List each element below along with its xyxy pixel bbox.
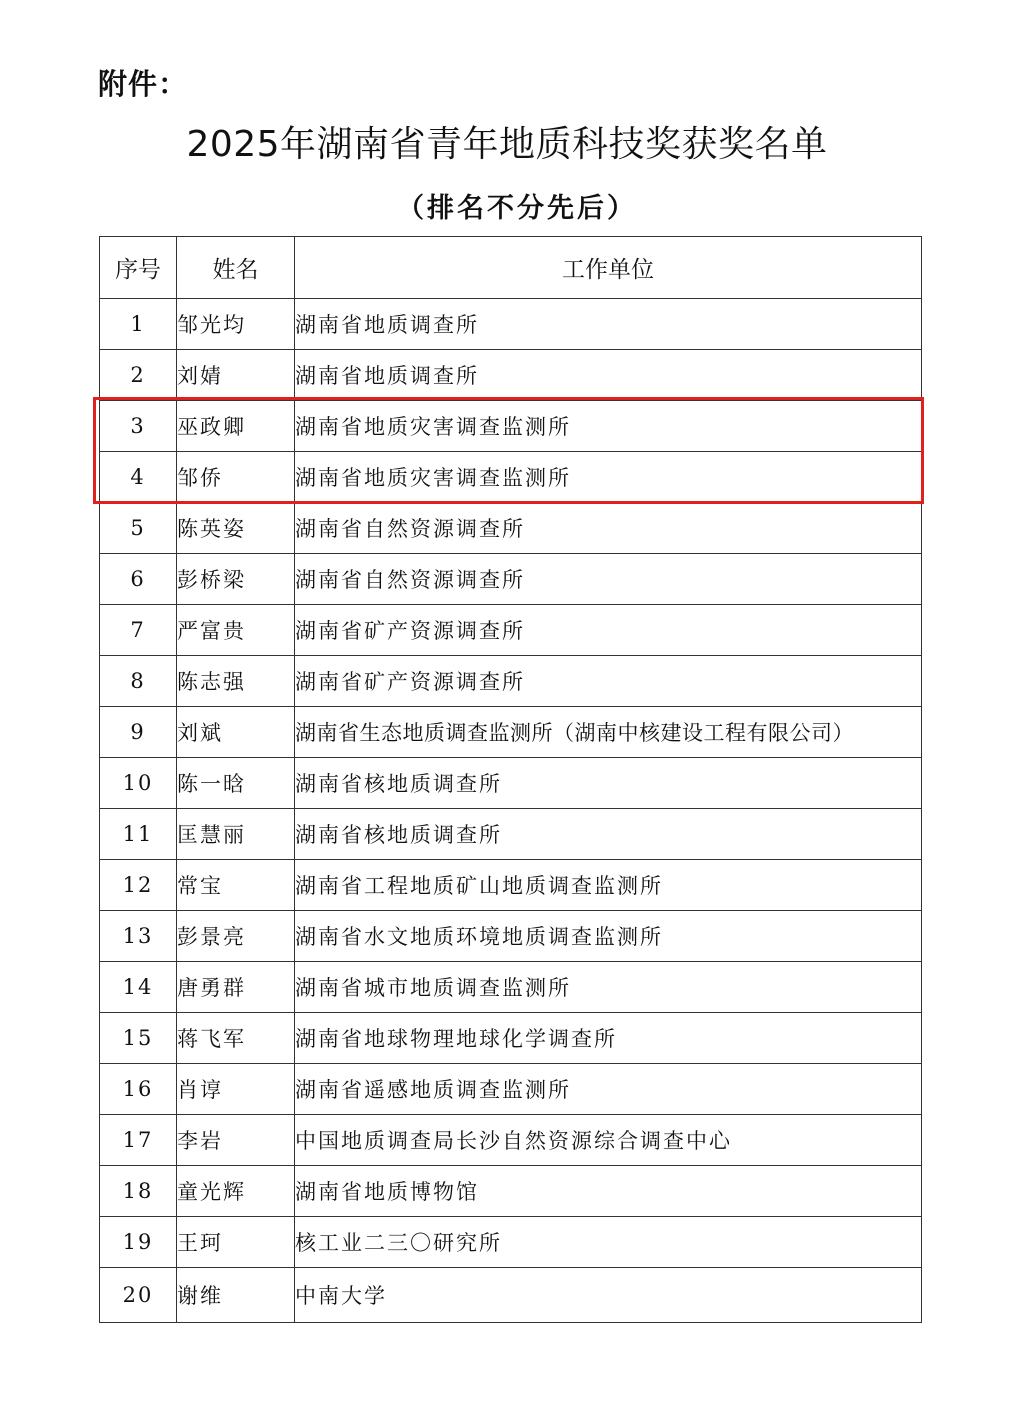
table-row [100,401,922,452]
table-row [100,1268,922,1323]
row-number: 5 [100,503,177,554]
row-number: 17 [100,1115,177,1166]
row-number: 16 [100,1064,177,1115]
work-unit: 湖南省自然资源调查所 [295,554,922,605]
column-header-number: 序号 [100,237,177,299]
work-unit: 湖南省水文地质环境地质调查监测所 [295,911,922,962]
winner-name: 谢维 [177,1268,295,1323]
winner-name: 邹侨 [177,452,295,503]
table-row [100,503,922,554]
row-number: 15 [100,1013,177,1064]
row-number: 9 [100,707,177,758]
winner-name: 陈一晗 [177,758,295,809]
table-row [100,911,922,962]
work-unit: 湖南省矿产资源调查所 [295,605,922,656]
row-number: 2 [100,350,177,401]
work-unit: 核工业二三〇研究所 [295,1217,922,1268]
winner-name: 童光辉 [177,1166,295,1217]
table-row [100,758,922,809]
winner-name: 巫政卿 [177,401,295,452]
work-unit: 湖南省矿产资源调查所 [295,656,922,707]
document-subtitle: （排名不分先后） [397,193,637,224]
row-number: 10 [100,758,177,809]
table-row [100,299,922,350]
row-number: 6 [100,554,177,605]
row-number: 4 [100,452,177,503]
work-unit: 湖南省遥感地质调查监测所 [295,1064,922,1115]
row-number: 20 [100,1268,177,1323]
row-number: 11 [100,809,177,860]
row-number: 19 [100,1217,177,1268]
table-row [100,1217,922,1268]
work-unit: 湖南省地球物理地球化学调查所 [295,1013,922,1064]
work-unit: 湖南省生态地质调查监测所（湖南中核建设工程有限公司） [295,707,922,758]
work-unit: 湖南省地质调查所 [295,350,922,401]
row-number: 14 [100,962,177,1013]
award-winners-table [99,236,922,1323]
column-header-name: 姓名 [177,237,295,299]
work-unit: 湖南省地质灾害调查监测所 [295,452,922,503]
winner-name: 蒋飞军 [177,1013,295,1064]
work-unit: 湖南省地质调查所 [295,299,922,350]
table-row [100,707,922,758]
winner-name: 陈志强 [177,656,295,707]
table-row [100,1115,922,1166]
winner-name: 李岩 [177,1115,295,1166]
winner-name: 常宝 [177,860,295,911]
work-unit: 湖南省自然资源调查所 [295,503,922,554]
table-row [100,1013,922,1064]
table-header-row [100,237,922,299]
table-row [100,1166,922,1217]
work-unit: 中南大学 [295,1268,922,1323]
row-number: 3 [100,401,177,452]
work-unit: 湖南省核地质调查所 [295,809,922,860]
table-row [100,1064,922,1115]
attachment-label: 附件： [98,67,189,101]
table-row [100,860,922,911]
row-number: 12 [100,860,177,911]
column-header-unit: 工作单位 [295,237,922,299]
winner-name: 严富贵 [177,605,295,656]
table-row [100,809,922,860]
row-number: 1 [100,299,177,350]
table-row [100,452,922,503]
winner-name: 邹光均 [177,299,295,350]
table-row [100,554,922,605]
winner-name: 肖谆 [177,1064,295,1115]
work-unit: 湖南省核地质调查所 [295,758,922,809]
work-unit: 中国地质调查局长沙自然资源综合调查中心 [295,1115,922,1166]
winner-name: 匡慧丽 [177,809,295,860]
winner-name: 刘斌 [177,707,295,758]
winner-name: 唐勇群 [177,962,295,1013]
work-unit: 湖南省工程地质矿山地质调查监测所 [295,860,922,911]
work-unit: 湖南省地质灾害调查监测所 [295,401,922,452]
winner-name: 陈英姿 [177,503,295,554]
winner-name: 彭桥梁 [177,554,295,605]
row-number: 7 [100,605,177,656]
document-title: 2025年湖南省青年地质科技奖获奖名单 [186,124,828,165]
work-unit: 湖南省地质博物馆 [295,1166,922,1217]
work-unit: 湖南省城市地质调查监测所 [295,962,922,1013]
row-number: 8 [100,656,177,707]
row-number: 18 [100,1166,177,1217]
table-row [100,350,922,401]
winner-name: 彭景亮 [177,911,295,962]
table-row [100,656,922,707]
row-number: 13 [100,911,177,962]
winner-name: 刘婧 [177,350,295,401]
table-row [100,962,922,1013]
table-row [100,605,922,656]
winner-name: 王珂 [177,1217,295,1268]
